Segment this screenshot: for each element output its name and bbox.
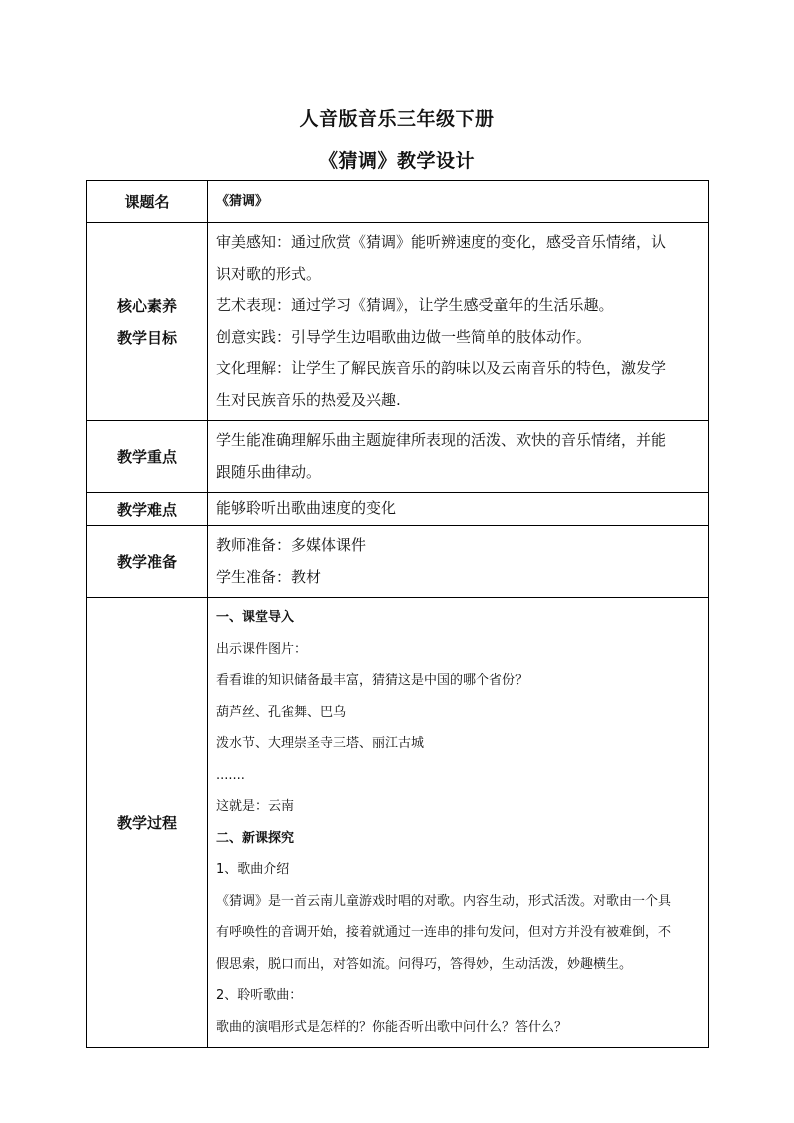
key-text: [208, 421, 709, 493]
goals-line: 艺术表现：通过学习《猜调》，让学生感受童年的生活乐趣。: [216, 296, 614, 314]
process-line: 2、聆听歌曲：: [216, 988, 303, 1003]
process-line: 出示课件图片：: [216, 641, 308, 657]
process-line: 看看谁的知识储备最丰富，猜猜这是中国的哪个省份？: [216, 673, 529, 688]
process-label: 教学过程: [87, 598, 208, 1048]
goals-label-line1: 核心素养: [116, 296, 177, 315]
process-line: 有呼唤性的音调开始，接着就通过一连串的排句发问，但对方并没有被难倒，不: [216, 925, 672, 940]
key-line: 学生能准确理解乐曲主题旋律所表现的活泼、欢快的音乐情绪，并能: [216, 431, 667, 449]
process-line: 假思索，脱口而出，对答如流。问得巧，答得妙，生动活泼，妙趣横生。: [216, 956, 633, 972]
table-row-difficulty: [87, 493, 709, 526]
topic-value: 《猜调》: [208, 181, 709, 223]
process-line: 这就是：云南: [216, 799, 295, 814]
topic-label: 课题名: [87, 181, 208, 223]
process-line: 1、歌曲介绍: [216, 862, 290, 877]
goals-line: 生对民族音乐的热爱及兴趣.: [216, 390, 401, 409]
process-line: 《猜调》是一首云南儿童游戏时唱的对歌。内容生动，形式活泼。对歌由一个具: [216, 893, 672, 909]
table-row-prep: [87, 526, 709, 598]
process-text: [208, 598, 709, 1048]
document-subtitle: 《猜调》教学设计: [318, 150, 475, 172]
table-row-goals: [87, 223, 709, 421]
key-label: 教学重点: [87, 421, 208, 493]
process-line: 葫芦丝、孔雀舞、巴乌: [216, 704, 347, 720]
process-line: .......: [216, 767, 245, 783]
goals-line: 审美感知：通过欣赏《猜调》能听辨速度的变化，感受音乐情绪，认: [216, 233, 667, 251]
goals-line: 识对歌的形式。: [216, 264, 322, 283]
goals-text: [208, 223, 709, 421]
table-row-key: [87, 421, 709, 493]
prep-line: 学生准备：教材: [216, 567, 322, 586]
difficulty-label: 教学难点: [87, 493, 208, 526]
document-title: 人音版音乐三年级下册: [299, 108, 495, 130]
table-row-process: [87, 598, 709, 1048]
goals-label: [87, 223, 208, 421]
goals-label-line2: 教学目标: [116, 328, 177, 347]
prep-label: 教学准备: [87, 526, 208, 598]
process-line: 歌曲的演唱形式是怎样的？你能否听出歌中问什么？答什么？: [216, 1019, 568, 1035]
lesson-plan-table: [86, 180, 709, 1048]
prep-line: 教师准备：多媒体课件: [216, 536, 367, 554]
goals-line: 创意实践：引导学生边唱歌曲边做一些简单的肢体动作。: [216, 327, 592, 346]
process-line: 泼水节、大理崇圣寺三塔、丽江古城: [216, 736, 425, 751]
table-row-topic: [87, 181, 709, 223]
difficulty-text: 能够聆听出歌曲速度的变化: [208, 493, 709, 526]
goals-line: 文化理解：让学生了解民族音乐的韵味以及云南音乐的特色，激发学: [216, 359, 667, 377]
prep-text: [208, 526, 709, 598]
key-line: 跟随乐曲律动。: [216, 462, 322, 481]
process-section-heading: 一、课堂导入: [216, 610, 295, 625]
process-section-heading: 二、新课探究: [216, 830, 295, 846]
